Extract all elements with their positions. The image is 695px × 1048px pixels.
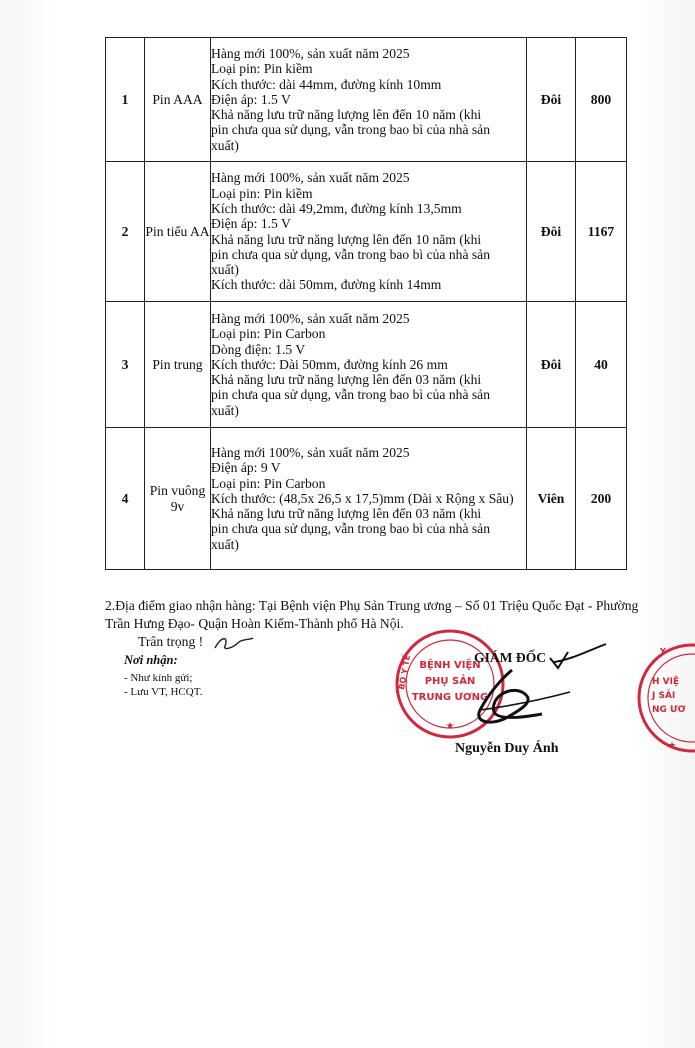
- desc-line: xuất): [211, 402, 239, 418]
- item-unit: Viên: [527, 428, 576, 570]
- desc-line: pin chưa qua sử dụng, vẫn trong bao bì của nhà sản: [211, 246, 490, 262]
- desc-line: pin chưa qua sử dụng, vẫn trong bao bì của nhà sản: [211, 122, 490, 138]
- item-unit: Đôi: [527, 162, 576, 302]
- recipient-line: - Như kính gửi;: [124, 672, 193, 684]
- stamp-star-icon: ★: [445, 721, 455, 732]
- desc-line: xuất): [211, 262, 239, 278]
- closing-regards: Trân trọng !: [138, 634, 204, 649]
- stamp-y-mark: Y: [660, 647, 666, 656]
- stamp-line: PHỤ SẢN: [424, 676, 476, 687]
- table-row: [106, 38, 627, 162]
- desc-line: Kích thước: (48,5x 26,5 x 17,5)mm (Dài x Rộng x Sâu): [211, 490, 514, 506]
- table-row: [106, 302, 627, 428]
- item-name: Pin trung: [145, 302, 211, 428]
- director-title: GIÁM ĐỐC: [474, 650, 547, 665]
- item-description: [211, 428, 527, 570]
- small-signature: [211, 632, 257, 654]
- desc-line: Điện áp: 1.5 V: [211, 216, 291, 232]
- goods-table: [105, 37, 627, 570]
- stamp-star-icon: ★: [668, 741, 677, 751]
- desc-line: Kích thước: Dài 50mm, đường kính 26 mm: [211, 356, 448, 372]
- stamp-line: BỆNH VIỆN: [419, 660, 481, 671]
- item-quantity: 200: [576, 428, 627, 570]
- item-unit: Đôi: [527, 38, 576, 162]
- signer-name: Nguyễn Duy Ánh: [455, 741, 559, 756]
- item-number: 2: [106, 162, 145, 302]
- item-unit: Đôi: [527, 302, 576, 428]
- desc-line: Khả năng lưu trữ năng lượng lên đến 10 năm (khi: [211, 107, 482, 123]
- item-quantity: 40: [576, 302, 627, 428]
- desc-line: pin chưa qua sử dụng, vẫn trong bao bì của nhà sản: [211, 387, 490, 403]
- desc-line: Kích thước: dài 44mm, đường kính 10mm: [211, 76, 442, 92]
- recipients-list: [124, 671, 202, 699]
- item-quantity: 1167: [576, 162, 627, 302]
- stamp-line: NG ƯƠ: [652, 705, 686, 715]
- desc-line: xuất): [211, 137, 239, 153]
- desc-line: Hàng mới 100%, sản xuất năm 2025: [211, 170, 410, 186]
- item-number: 4: [106, 428, 145, 570]
- desc-line: Hàng mới 100%, sản xuất năm 2025: [211, 45, 410, 61]
- item-quantity: 800: [576, 38, 627, 162]
- desc-line: xuất): [211, 536, 239, 552]
- item-description: [211, 302, 527, 428]
- stamp-line: J SẢI: [652, 691, 676, 701]
- stamp-line: TRUNG ƯƠNG: [411, 692, 489, 703]
- desc-line: Kích thước: dài 49,2mm, đường kính 13,5mm: [211, 200, 462, 216]
- desc-line: Khả năng lưu trữ năng lượng lên đến 03 năm (khi: [211, 506, 482, 522]
- table-row: [106, 428, 627, 570]
- item-number: 1: [106, 38, 145, 162]
- item-description: [211, 38, 527, 162]
- desc-line: Loại pin: Pin Carbon: [211, 475, 326, 491]
- item-name: Pin vuông 9v: [145, 428, 211, 570]
- desc-line: Dòng điện: 1.5 V: [211, 341, 306, 357]
- desc-line: Kích thước: dài 50mm, đường kính 14mm: [211, 277, 442, 293]
- desc-line: Loại pin: Pin kiềm: [211, 61, 313, 77]
- stamp-left-mark: BỘ Y TẾ: [397, 654, 413, 691]
- item-description: [211, 162, 527, 302]
- recipients-title: Nơi nhận:: [124, 653, 178, 667]
- desc-line: Khả năng lưu trữ năng lượng lên đến 10 năm (khi: [211, 231, 482, 247]
- desc-line: Điện áp: 1.5 V: [211, 91, 291, 107]
- desc-line: pin chưa qua sử dụng, vẫn trong bao bì của nhà sản: [211, 521, 490, 537]
- table-row: [106, 162, 627, 302]
- desc-line: Loại pin: Pin kiềm: [211, 185, 313, 201]
- item-name: Pin tiểu AA: [145, 162, 211, 302]
- desc-line: Hàng mới 100%, sản xuất năm 2025: [211, 310, 410, 326]
- item-name: Pin AAA: [145, 38, 211, 162]
- desc-line: Khả năng lưu trữ năng lượng lên đến 03 năm (khi: [211, 372, 482, 388]
- stamp-line: H VIỆ: [652, 677, 680, 687]
- partial-stamp: [636, 636, 695, 760]
- desc-line: Hàng mới 100%, sản xuất năm 2025: [211, 444, 410, 460]
- recipient-line: - Lưu VT, HCQT.: [124, 686, 203, 698]
- director-signature: [450, 640, 610, 730]
- desc-line: Điện áp: 9 V: [211, 460, 281, 476]
- desc-line: Loại pin: Pin Carbon: [211, 326, 326, 342]
- item-number: 3: [106, 302, 145, 428]
- delivery-address: 2.Địa điểm giao nhận hàng: Tại Bệnh viện Phụ Sản Trung ương – Số 01 Triệu Quốc Đạt - Phường Trần Hưng Đạo- Quận Hoàn Kiếm-Thành phố Hà Nội.: [105, 598, 639, 631]
